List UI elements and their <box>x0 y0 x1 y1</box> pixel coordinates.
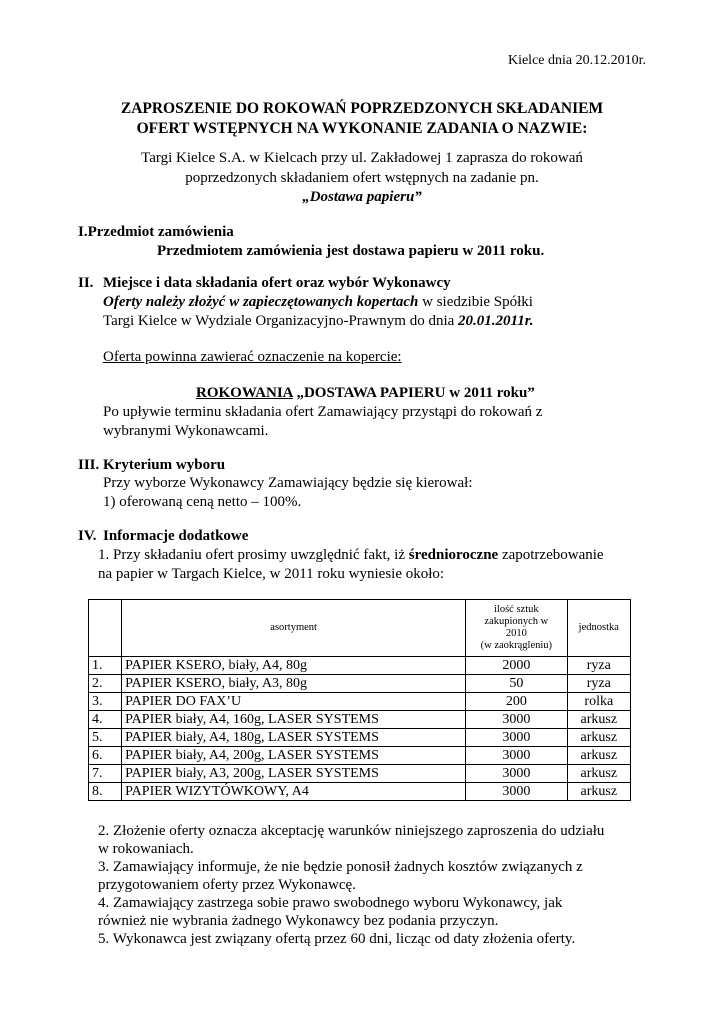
row-quantity: 3000 <box>466 747 568 765</box>
deadline-text: Targi Kielce w Wydziale Organizacyjno-Prawnym do dnia <box>103 313 459 329</box>
section-1-heading: I.Przedmiot zamówienia <box>78 224 234 240</box>
intro-line-1: Targi Kielce S.A. w Kielcach przy ul. Zakładowej 1 zaprasza do rokowań <box>141 150 583 166</box>
point-1-emphasis: średnioroczne <box>408 547 499 563</box>
row-unit: arkusz <box>567 711 630 729</box>
row-number: 1. <box>89 657 122 675</box>
section-4-point-1 <box>98 547 604 564</box>
row-quantity: 200 <box>466 693 568 711</box>
section-2-after-line-2: wybranymi Wykonawcami. <box>103 423 269 439</box>
section-2-after-line-1: Po upływie terminu składania ofert Zamawiający przystąpi do rokowań z <box>103 404 543 420</box>
document-date: Kielce dnia 20.12.2010r. <box>507 53 646 68</box>
row-item: PAPIER KSERO, biały, A4, 80g <box>122 657 466 675</box>
point-1-start: 1. Przy składaniu ofert prosimy uwzględnić fakt, iż <box>98 547 409 563</box>
table-row <box>89 747 631 765</box>
row-quantity: 3000 <box>466 783 568 801</box>
note-2-line-1: 2. Złożenie oferty oznacza akceptację warunków niniejszego zaproszenia do udziału <box>98 823 605 839</box>
row-unit: arkusz <box>567 747 630 765</box>
note-3-line-1: 3. Zamawiający informuje, że nie będzie ponosił żadnych kosztów związanych z <box>98 859 583 875</box>
header-quantity <box>466 600 568 657</box>
header-quantity-line-1: ilość sztuk <box>494 604 539 615</box>
task-name: „Dostawa papieru” <box>302 189 422 205</box>
table-row <box>89 783 631 801</box>
row-unit: ryza <box>567 657 630 675</box>
section-4-point-1-line-2: na papier w Targach Kielce, w 2011 roku wyniesie około: <box>98 566 445 582</box>
offer-submission-emphasis: Oferty należy złożyć w zapieczętowanych kopertach <box>103 294 419 310</box>
row-unit: arkusz <box>567 783 630 801</box>
row-item: PAPIER biały, A4, 200g, LASER SYSTEMS <box>122 747 466 765</box>
row-item: PAPIER WIZYTÓWKOWY, A4 <box>122 783 466 801</box>
table-row <box>89 693 631 711</box>
section-3-line-1: Przy wyborze Wykonawcy Zamawiający będzie się kierował: <box>103 475 473 491</box>
row-number: 7. <box>89 765 122 783</box>
header-quantity-line-3: 2010 <box>505 628 527 639</box>
row-item: PAPIER DO FAX’U <box>122 693 466 711</box>
row-quantity: 2000 <box>466 657 568 675</box>
row-unit: arkusz <box>567 765 630 783</box>
note-2-line-2: w rokowaniach. <box>98 841 194 857</box>
envelope-label-rest: „DOSTAWA PAPIERU w 2011 roku” <box>292 385 535 401</box>
row-item: PAPIER biały, A4, 160g, LASER SYSTEMS <box>122 711 466 729</box>
note-4-line-2: również nie wybrania żadnego Wykonawcy bez podania przyczyn. <box>98 913 499 929</box>
section-2-heading: Miejsce i data składania ofert oraz wybór Wykonawcy <box>103 275 451 291</box>
document-title-line-1: ZAPROSZENIE DO ROKOWAŃ POPRZEDZONYCH SKŁADANIEM <box>120 100 604 117</box>
table-row <box>89 765 631 783</box>
section-3-line-2: 1) oferowaną ceną netto – 100%. <box>103 494 302 510</box>
section-2-number: II. <box>78 275 94 291</box>
table-row <box>89 675 631 693</box>
row-number: 5. <box>89 729 122 747</box>
section-2-line-2 <box>103 313 533 330</box>
note-5: 5. Wykonawca jest związany ofertą przez 60 dni, licząc od daty złożenia oferty. <box>98 931 576 947</box>
row-item: PAPIER biały, A4, 180g, LASER SYSTEMS <box>122 729 466 747</box>
document-title-line-2: OFERT WSTĘPNYCH NA WYKONANIE ZADANIA O NAZWIE: <box>136 120 588 137</box>
section-4-heading: Informacje dodatkowe <box>103 528 249 544</box>
header-unit: jednostka <box>567 600 630 657</box>
table-row <box>89 657 631 675</box>
row-number: 8. <box>89 783 122 801</box>
row-number: 3. <box>89 693 122 711</box>
row-unit: arkusz <box>567 729 630 747</box>
row-unit: rolka <box>567 693 630 711</box>
section-3-number: III. <box>78 457 100 473</box>
row-quantity: 50 <box>466 675 568 693</box>
row-item: PAPIER biały, A3, 200g, LASER SYSTEMS <box>122 765 466 783</box>
table-row <box>89 729 631 747</box>
header-number <box>89 600 122 657</box>
section-4-number: IV. <box>78 528 97 544</box>
row-number: 2. <box>89 675 122 693</box>
row-number: 4. <box>89 711 122 729</box>
header-assortment: asortyment <box>122 600 466 657</box>
assortment-table <box>88 599 631 801</box>
row-unit: ryza <box>567 675 630 693</box>
point-1-end: zapotrzebowanie <box>498 547 604 563</box>
header-quantity-line-4: (w zaokrągleniu) <box>480 640 553 651</box>
deadline-date: 20.01.2011r. <box>458 313 534 329</box>
row-item: PAPIER KSERO, biały, A3, 80g <box>122 675 466 693</box>
offer-submission-rest: w siedzibie Spółki <box>418 294 533 310</box>
row-quantity: 3000 <box>466 711 568 729</box>
intro-line-2: poprzedzonych składaniem ofert wstępnych na zadanie pn. <box>185 170 539 186</box>
note-3-line-2: przygotowaniem oferty przez Wykonawcę. <box>98 877 356 893</box>
row-quantity: 3000 <box>466 765 568 783</box>
envelope-note: Oferta powinna zawierać oznaczenie na kopercie: <box>103 349 402 365</box>
section-2-line-1 <box>103 294 533 311</box>
table-row <box>89 711 631 729</box>
envelope-label-keyword: ROKOWANIA <box>196 385 293 401</box>
note-4-line-1: 4. Zamawiający zastrzega sobie prawo swobodnego wyboru Wykonawcy, jak <box>98 895 563 911</box>
header-quantity-line-2: zakupionych w <box>484 616 549 627</box>
envelope-label <box>196 385 535 402</box>
table-header-row <box>89 600 631 657</box>
row-quantity: 3000 <box>466 729 568 747</box>
section-1-text: Przedmiotem zamówienia jest dostawa papieru w 2011 roku. <box>157 243 545 259</box>
row-number: 6. <box>89 747 122 765</box>
section-3-heading: Kryterium wyboru <box>103 457 226 473</box>
